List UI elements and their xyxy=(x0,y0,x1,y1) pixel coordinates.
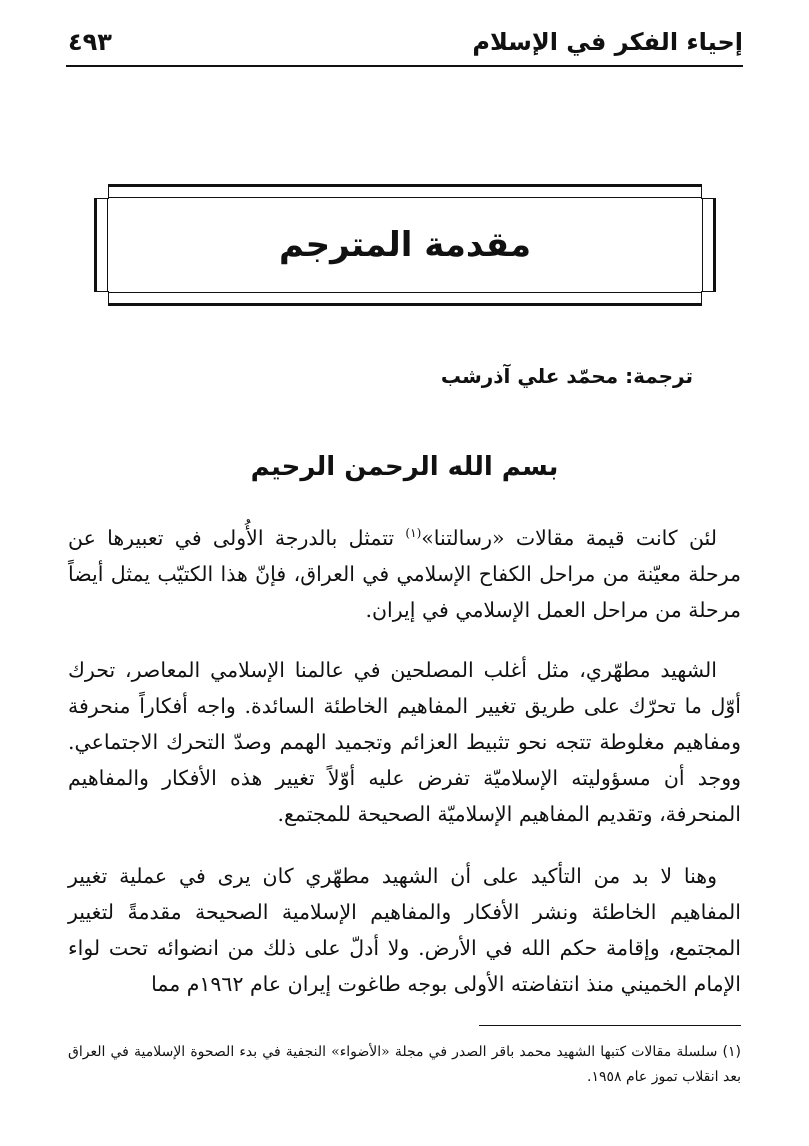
translator-credit: ترجمة: محمّد علي آذرشب xyxy=(440,364,693,388)
paragraph-1 xyxy=(68,520,741,628)
paragraph-1-text-end: تتمثل بالدرجة الأُولى في تعبيرها عن مرحلة معيّنة من مراحل الكفاح الإسلامي في العراق، فإنّ هذا الكتيّب يمثل أيضاً مرحلة من مراحل العمل الإسلامي في إيران. xyxy=(68,526,741,622)
footnote-text: سلسلة مقالات كتبها الشهيد محمد باقر الصدر في مجلة «الأضواء» النجفية في بدء الصحوة الإسلامية في العراق بعد انقلاب تموز عام ١٩٥٨. xyxy=(68,1044,741,1085)
footnote-rule xyxy=(479,1025,741,1026)
page-number: ٤٩٣ xyxy=(68,28,112,56)
chapter-title-frame xyxy=(94,184,716,306)
footnote-reference: (١) xyxy=(405,526,422,541)
basmala: بسم الله الرحمن الرحيم xyxy=(250,452,559,482)
footnote xyxy=(68,1040,741,1090)
header-rule xyxy=(66,65,743,67)
paragraph-3-text: وهنا لا بد من التأكيد على أن الشهيد مطهّري كان يرى في عملية تغيير المفاهيم الخاطئة ونشر الأفكار والمفاهيم الإسلامية الصحيحة مقدمةً لتغيير المجتمع، وإقامة حكم الله في الأرض. ولا أدلّ على ذلك من انضوائه تحت لواء الإمام الخميني منذ انتفاضته الأولى بوجه طاغوت إيران عام ١٩٦٢م مما xyxy=(68,864,741,996)
running-header-title: إحياء الفكر في الإسلام xyxy=(472,28,743,56)
chapter-title: مقدمة المترجم xyxy=(278,225,532,265)
footnote-marker: (١) xyxy=(722,1044,741,1060)
paragraph-1-text-start: لئن كانت قيمة مقالات «رسالتنا» xyxy=(421,526,717,550)
paragraph-3 xyxy=(68,858,741,1002)
paragraph-2 xyxy=(68,652,741,832)
running-header xyxy=(68,22,743,62)
paragraph-2-text: الشهيد مطهّري، مثل أغلب المصلحين في عالمنا الإسلامي المعاصر، تحرك أوّل ما تحرّك على طريق تغيير المفاهيم الخاطئة السائدة. واجه أفكاراً منحرفة ومفاهيم مغلوطة تتجه نحو تثبيط العزائم وتجميد الهمم وصدّ التحرك الاجتماعي. ووجد أن مسؤوليته الإسلاميّة تفرض عليه أوّلاً تغيير هذه الأفكار والمفاهيم المنحرفة، وتقديم المفاهيم الإسلاميّة الصحيحة للمجتمع. xyxy=(68,658,741,826)
